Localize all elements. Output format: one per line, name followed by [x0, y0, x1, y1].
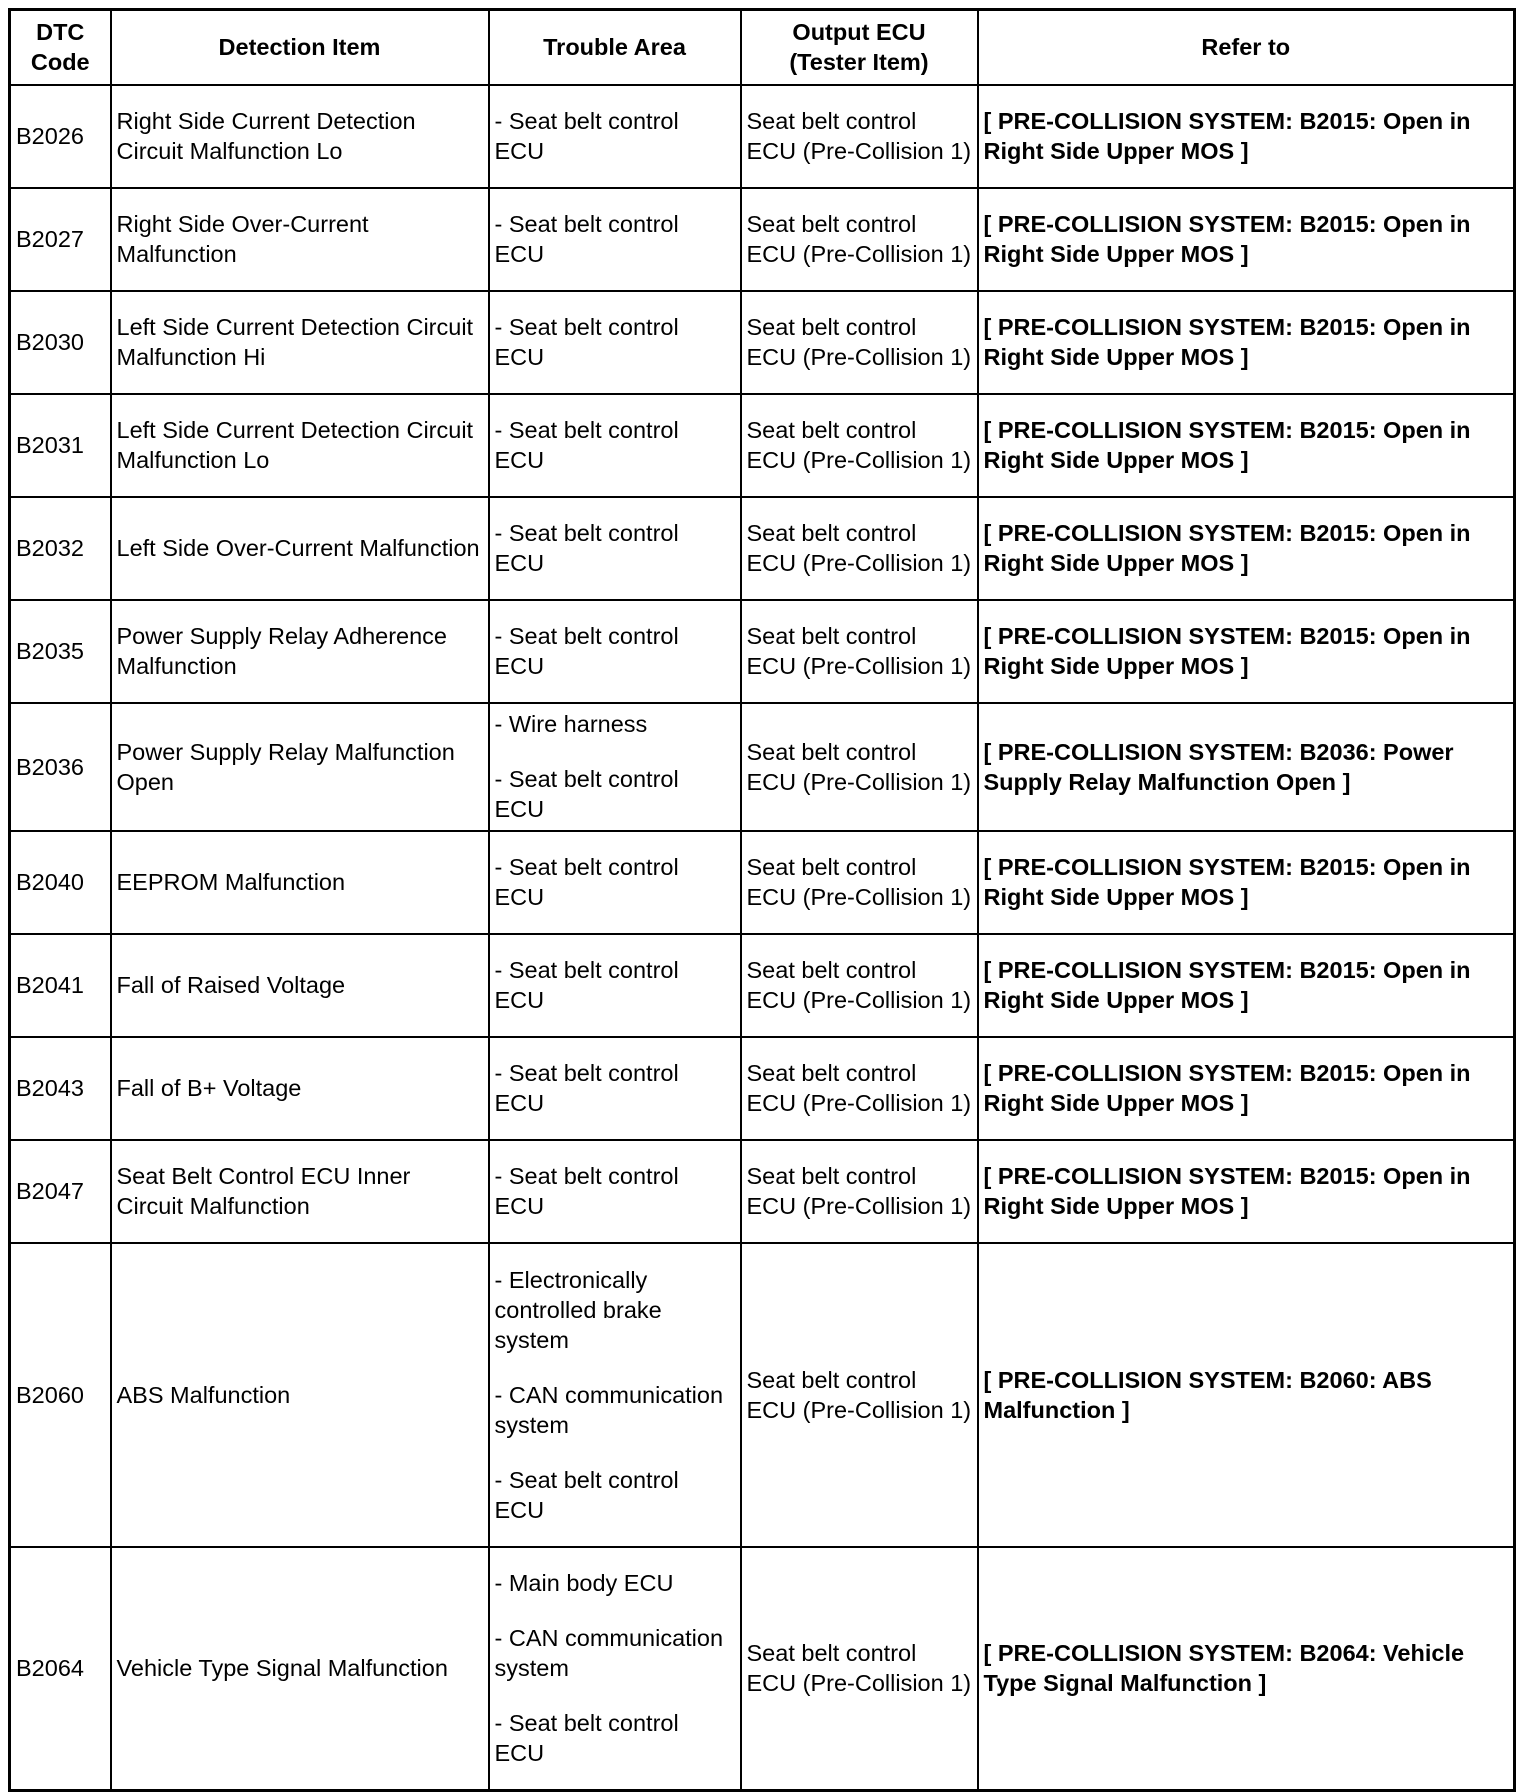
trouble-area-item: - Seat belt control ECU	[494, 1163, 679, 1219]
refer-to-link[interactable]: [ PRE-COLLISION SYSTEM: B2015: Open in Right Side Upper MOS ]	[978, 831, 1515, 934]
refer-to-link[interactable]: [ PRE-COLLISION SYSTEM: B2015: Open in Right Side Upper MOS ]	[978, 1037, 1515, 1140]
table-header	[10, 10, 1515, 85]
trouble-area-item: - Seat belt control ECU	[494, 854, 679, 910]
trouble-area-cell	[489, 831, 741, 934]
table-row	[10, 1037, 1515, 1140]
trouble-area-item: - Wire harness	[494, 711, 648, 737]
header-dtc-code-line2: Code	[30, 49, 90, 76]
refer-to-link[interactable]: [ PRE-COLLISION SYSTEM: B2064: Vehicle Type Signal Malfunction ]	[978, 1547, 1515, 1791]
trouble-area-item: - Seat belt control ECU	[494, 1466, 679, 1523]
dtc-code-cell: B2043	[10, 1037, 111, 1140]
output-ecu-cell: Seat belt control ECU (Pre-Collision 1)	[741, 394, 978, 497]
table-row	[10, 291, 1515, 394]
table-row	[10, 703, 1515, 831]
output-ecu-cell: Seat belt control ECU (Pre-Collision 1)	[741, 1547, 978, 1791]
trouble-area-cell	[489, 600, 741, 703]
output-ecu-cell: Seat belt control ECU (Pre-Collision 1)	[741, 600, 978, 703]
trouble-area-item: - Seat belt control ECU	[494, 108, 679, 164]
output-ecu-cell: Seat belt control ECU (Pre-Collision 1)	[741, 1140, 978, 1243]
header-row	[10, 10, 1515, 85]
table-row	[10, 1547, 1515, 1791]
table-row	[10, 85, 1515, 188]
trouble-area-item: - Seat belt control ECU	[494, 1060, 679, 1116]
dtc-code-cell: B2047	[10, 1140, 111, 1243]
header-trouble-area: Trouble Area	[489, 10, 741, 85]
trouble-area-cell	[489, 1037, 741, 1140]
trouble-area-item: - Seat belt control ECU	[494, 766, 679, 822]
trouble-area-item: - Seat belt control ECU	[494, 314, 679, 370]
trouble-area-cell	[489, 394, 741, 497]
detection-item-cell: Power Supply Relay Adherence Malfunction	[111, 600, 489, 703]
trouble-area-cell	[489, 934, 741, 1037]
output-ecu-cell: Seat belt control ECU (Pre-Collision 1)	[741, 831, 978, 934]
refer-to-link[interactable]: [ PRE-COLLISION SYSTEM: B2015: Open in Right Side Upper MOS ]	[978, 497, 1515, 600]
dtc-code-cell: B2036	[10, 703, 111, 831]
dtc-code-cell: B2041	[10, 934, 111, 1037]
output-ecu-cell: Seat belt control ECU (Pre-Collision 1)	[741, 291, 978, 394]
detection-item-cell: Fall of Raised Voltage	[111, 934, 489, 1037]
dtc-code-cell: B2032	[10, 497, 111, 600]
trouble-area-cell	[489, 85, 741, 188]
trouble-area-cell	[489, 1547, 741, 1791]
output-ecu-cell: Seat belt control ECU (Pre-Collision 1)	[741, 188, 978, 291]
dtc-code-cell: B2026	[10, 85, 111, 188]
trouble-area-cell	[489, 703, 741, 831]
table-row	[10, 497, 1515, 600]
dtc-code-cell: B2060	[10, 1243, 111, 1547]
header-output-ecu	[741, 10, 978, 85]
table-body	[10, 85, 1515, 1791]
refer-to-link[interactable]: [ PRE-COLLISION SYSTEM: B2015: Open in Right Side Upper MOS ]	[978, 188, 1515, 291]
trouble-area-item: - Seat belt control ECU	[494, 417, 679, 473]
refer-to-link[interactable]: [ PRE-COLLISION SYSTEM: B2015: Open in Right Side Upper MOS ]	[978, 394, 1515, 497]
trouble-area-item: - Seat belt control ECU	[494, 520, 679, 576]
dtc-table	[8, 8, 1516, 1792]
table-row	[10, 600, 1515, 703]
output-ecu-cell: Seat belt control ECU (Pre-Collision 1)	[741, 85, 978, 188]
dtc-code-cell: B2064	[10, 1547, 111, 1791]
table-row	[10, 831, 1515, 934]
refer-to-link[interactable]: [ PRE-COLLISION SYSTEM: B2015: Open in Right Side Upper MOS ]	[978, 600, 1515, 703]
header-output-ecu-line2: (Tester Item)	[789, 49, 929, 76]
table-row	[10, 394, 1515, 497]
output-ecu-cell: Seat belt control ECU (Pre-Collision 1)	[741, 934, 978, 1037]
output-ecu-cell: Seat belt control ECU (Pre-Collision 1)	[741, 703, 978, 831]
trouble-area-item: - Electronically controlled brake system	[494, 1266, 662, 1353]
trouble-area-cell	[489, 291, 741, 394]
detection-item-cell: Fall of B+ Voltage	[111, 1037, 489, 1140]
trouble-area-cell	[489, 1140, 741, 1243]
refer-to-link[interactable]: [ PRE-COLLISION SYSTEM: B2015: Open in Right Side Upper MOS ]	[978, 1140, 1515, 1243]
trouble-area-item: - Main body ECU	[494, 1570, 674, 1597]
refer-to-link[interactable]: [ PRE-COLLISION SYSTEM: B2015: Open in Right Side Upper MOS ]	[978, 291, 1515, 394]
dtc-code-cell: B2040	[10, 831, 111, 934]
header-dtc-code	[10, 10, 111, 85]
detection-item-cell: Right Side Current Detection Circuit Malfunction Lo	[111, 85, 489, 188]
table-row	[10, 188, 1515, 291]
header-dtc-code-line1: DTC	[36, 19, 85, 46]
output-ecu-cell: Seat belt control ECU (Pre-Collision 1)	[741, 1037, 978, 1140]
detection-item-cell: Left Side Current Detection Circuit Malfunction Lo	[111, 394, 489, 497]
table-row	[10, 934, 1515, 1037]
detection-item-cell: ABS Malfunction	[111, 1243, 489, 1547]
dtc-code-cell: B2035	[10, 600, 111, 703]
header-detection-item: Detection Item	[111, 10, 489, 85]
trouble-area-item: - CAN communication system	[494, 1625, 724, 1682]
header-output-ecu-line1: Output ECU	[792, 19, 926, 46]
trouble-area-cell	[489, 497, 741, 600]
dtc-code-cell: B2030	[10, 291, 111, 394]
dtc-code-cell: B2031	[10, 394, 111, 497]
dtc-code-cell: B2027	[10, 188, 111, 291]
trouble-area-item: - Seat belt control ECU	[494, 957, 679, 1013]
output-ecu-cell: Seat belt control ECU (Pre-Collision 1)	[741, 497, 978, 600]
detection-item-cell: EEPROM Malfunction	[111, 831, 489, 934]
detection-item-cell: Power Supply Relay Malfunction Open	[111, 703, 489, 831]
detection-item-cell: Left Side Current Detection Circuit Malfunction Hi	[111, 291, 489, 394]
refer-to-link[interactable]: [ PRE-COLLISION SYSTEM: B2015: Open in Right Side Upper MOS ]	[978, 85, 1515, 188]
table-row	[10, 1140, 1515, 1243]
trouble-area-item: - Seat belt control ECU	[494, 1710, 679, 1767]
refer-to-link[interactable]: [ PRE-COLLISION SYSTEM: B2015: Open in Right Side Upper MOS ]	[978, 934, 1515, 1037]
detection-item-cell: Vehicle Type Signal Malfunction	[111, 1547, 489, 1791]
detection-item-cell: Left Side Over-Current Malfunction	[111, 497, 489, 600]
trouble-area-cell	[489, 1243, 741, 1547]
trouble-area-item: - Seat belt control ECU	[494, 623, 679, 679]
output-ecu-cell: Seat belt control ECU (Pre-Collision 1)	[741, 1243, 978, 1547]
trouble-area-item: - CAN communication system	[494, 1381, 724, 1438]
trouble-area-item: - Seat belt control ECU	[494, 211, 679, 267]
refer-to-link[interactable]: [ PRE-COLLISION SYSTEM: B2060: ABS Malfunction ]	[978, 1243, 1515, 1547]
refer-to-link[interactable]: [ PRE-COLLISION SYSTEM: B2036: Power Supply Relay Malfunction Open ]	[978, 703, 1515, 831]
detection-item-cell: Seat Belt Control ECU Inner Circuit Malfunction	[111, 1140, 489, 1243]
detection-item-cell: Right Side Over-Current Malfunction	[111, 188, 489, 291]
trouble-area-cell	[489, 188, 741, 291]
table-row	[10, 1243, 1515, 1547]
header-refer-to: Refer to	[978, 10, 1515, 85]
